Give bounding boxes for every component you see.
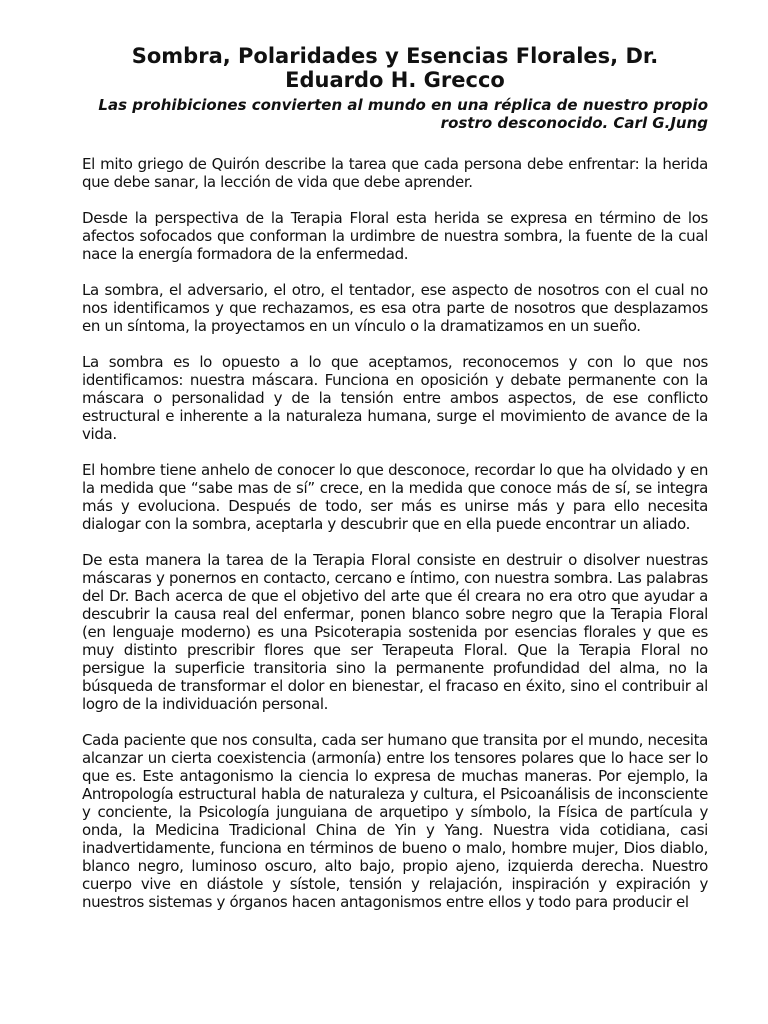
paragraph-7: Cada paciente que nos consulta, cada ser humano que transita por el mundo, necesita alcanzar un cierta coexistencia (armonía) entre los tensores polares que lo hace ser lo que es. Este antagonismo la ciencia lo expresa de muchas maneras. Por ejemplo, la Antropología estructural habla de naturaleza y cultura, el Psicoanálisis de inconsciente y conciente, la Psicología junguiana de arquetipo y símbolo, la Física de partícula y onda, la Medicina Tradicional China de Yin y Yang. Nuestra vida cotidiana, casi inadvertidamente, funciona en términos de bueno o malo, hombre mujer, Dios diablo, blanco negro, luminoso oscuro, alto bajo, propio ajeno, izquierda derecha. Nuestro cuerpo vive en diástole y sístole, tensión y relajación, inspiración y expiración y nuestros sistemas y órganos hacen antagonismos entre ellos y todo para producir el [82, 731, 708, 911]
paragraph-2: Desde la perspectiva de la Terapia Floral esta herida se expresa en término de los afectos sofocados que conforman la urdimbre de nuestra sombra, la fuente de la cual nace la energía formadora de la enfermedad. [82, 209, 708, 263]
page-title: Sombra, Polaridades y Esencias Florales, Dr. Eduardo H. Grecco [131, 44, 659, 92]
paragraph-6: De esta manera la tarea de la Terapia Floral consiste en destruir o disolver nuestras máscaras y ponernos en contacto, cercano e íntimo, con nuestra sombra. Las palabras del Dr. Bach acerca de que el objetivo del arte que él creara no era otro que ayudar a descubrir la causa real del enfermar, ponen blanco sobre negro que la Terapia Floral (en lenguaje moderno) es una Psicoterapia sostenida por esencias florales y que es muy distinto prescribir flores que ser Terapeuta Floral. Que la Terapia Floral no persigue la superficie transitoria sino la permanente profundidad del alma, no la búsqueda de transformar el dolor en bienestar, el fracaso en éxito, sino el contribuir al logro de la individuación personal. [82, 551, 708, 713]
document-page [82, 44, 708, 929]
paragraph-4: La sombra es lo opuesto a lo que aceptamos, reconocemos y con lo que nos identificamos: nuestra máscara. Funciona en oposición y debate permanente con la máscara o personalidad y de la tensión entre ambos aspectos, de ese conflicto estructural e inherente a la naturaleza humana, surge el movimiento de avance de la vida. [82, 353, 708, 443]
document-body [82, 155, 708, 911]
epigraph-quote: Las prohibiciones convierten al mundo en una réplica de nuestro propio rostro desconocido. Carl G.Jung [98, 96, 708, 132]
paragraph-5: El hombre tiene anhelo de conocer lo que desconoce, recordar lo que ha olvidado y en la medida que “sabe mas de sí” crece, en la medida que conoce más de sí, se integra más y evoluciona. Después de todo, ser más es unirse más y para ello necesita dialogar con la sombra, aceptarla y descubrir que en ella puede encontrar un aliado. [82, 461, 708, 533]
paragraph-3: La sombra, el adversario, el otro, el tentador, ese aspecto de nosotros con el cual no nos identificamos y que rechazamos, es esa otra parte de nosotros que desplazamos en un síntoma, la proyectamos en un vínculo o la dramatizamos en un sueño. [82, 281, 708, 335]
paragraph-1: El mito griego de Quirón describe la tarea que cada persona debe enfrentar: la herida que debe sanar, la lección de vida que debe aprender. [82, 155, 708, 191]
